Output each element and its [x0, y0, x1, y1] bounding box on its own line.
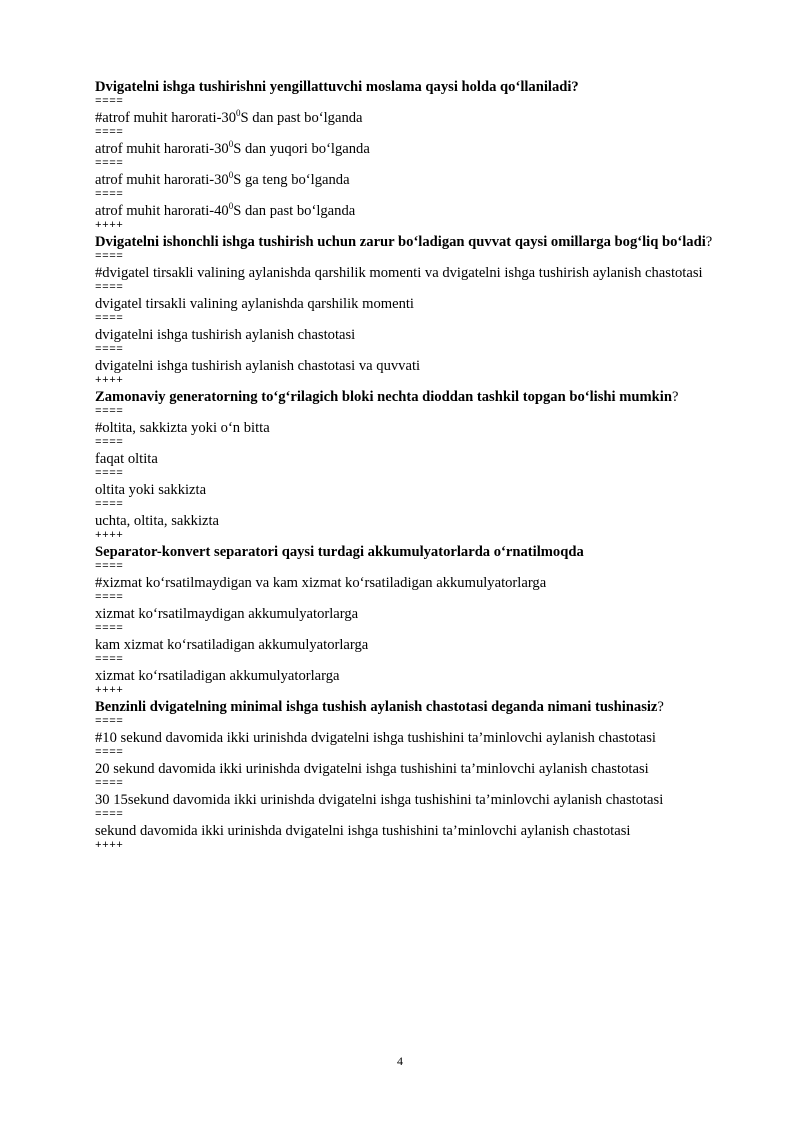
question-block — [95, 233, 742, 388]
option-separator: ==== — [95, 313, 124, 325]
answer-option: oltita yoki sakkizta — [95, 482, 207, 498]
option-separator: ==== — [95, 127, 124, 139]
option-separator: ==== — [95, 189, 124, 201]
option-separator: ==== — [95, 716, 124, 728]
option-separator: ==== — [95, 437, 124, 449]
question-separator: ++++ — [95, 840, 124, 852]
option-separator: ==== — [95, 499, 124, 511]
answer-option: #10 sekund davomida ikki urinishda dvigatelni ishga tushishini ta’minlovchi aylanish chastotasi — [95, 730, 656, 746]
answer-option: dvigatel tirsakli valining aylanishda qarshilik momenti — [95, 296, 414, 312]
answer-option: #oltita, sakkizta yoki o‘n bitta — [95, 420, 270, 436]
option-separator: ==== — [95, 96, 124, 108]
question-separator: ++++ — [95, 220, 124, 232]
option-separator: ==== — [95, 654, 124, 666]
question-block — [95, 388, 742, 543]
answer-option: atrof muhit harorati-$30^0S$ ga teng bo‘lganda — [95, 170, 350, 188]
question-text: Dvigatelni ishga tushirishni yengillattuvchi moslama qaysi holda qo‘llaniladi? — [95, 79, 579, 95]
question-text: Dvigatelni ishonchli ishga tushirish uchun zarur bo‘ladigan quvvat qaysi omillarga bog‘liq bo‘ladi? — [95, 234, 713, 250]
option-separator: ==== — [95, 406, 124, 418]
question-separator: ++++ — [95, 375, 124, 387]
option-separator: ==== — [95, 561, 124, 573]
question-text: Zamonaviy generatorning to‘g‘rilagich bloki nechta dioddan tashkil topgan bo‘lishi mumkin? — [95, 389, 679, 405]
option-separator: ==== — [95, 468, 124, 480]
answer-option: #xizmat ko‘rsatilmaydigan va kam xizmat ko‘rsatiladigan akkumulyatorlarga — [95, 575, 547, 591]
option-separator: ==== — [95, 809, 124, 821]
option-separator: ==== — [95, 592, 124, 604]
option-separator: ==== — [95, 623, 124, 635]
question-separator: ++++ — [95, 685, 124, 697]
option-separator: ==== — [95, 344, 124, 356]
answer-option: xizmat ko‘rsatilmaydigan akkumulyatorlarga — [95, 606, 359, 622]
option-separator: ==== — [95, 282, 124, 294]
option-separator: ==== — [95, 747, 124, 759]
answer-option: atrof muhit harorati-$40^0S$ dan past bo‘lganda — [95, 201, 356, 219]
question-block — [95, 698, 742, 853]
answer-option: xizmat ko‘rsatiladigan akkumulyatorlarga — [95, 668, 340, 684]
option-separator: ==== — [95, 251, 124, 263]
question-block — [95, 78, 742, 233]
answer-option: sekund davomida ikki urinishda dvigatelni ishga tushishini ta’minlovchi aylanish chastotasi — [95, 823, 631, 839]
answer-option: 20 sekund davomida ikki urinishda dvigatelni ishga tushishini ta’minlovchi aylanish chastotasi — [95, 761, 649, 777]
option-separator: ==== — [95, 158, 124, 170]
document-page — [95, 78, 742, 853]
page-number: 4 — [397, 1054, 403, 1068]
option-separator: ==== — [95, 778, 124, 790]
answer-option: #dvigatel tirsakli valining aylanishda qarshilik momenti va dvigatelni ishga tushirish aylanish chastotasi — [95, 265, 703, 281]
answer-option: #atrof muhit harorati-$30^0S$ dan past bo‘lganda — [95, 108, 363, 126]
answer-option: dvigatelni ishga tushirish aylanish chastotasi va quvvati — [95, 358, 421, 374]
answer-option: 30 15sekund davomida ikki urinishda dvigatelni ishga tushishini ta’minlovchi aylanish chastotasi — [95, 792, 664, 808]
question-text: Benzinli dvigatelning minimal ishga tushish aylanish chastotasi deganda nimani tushinasiz? — [95, 699, 664, 715]
question-block — [95, 543, 742, 698]
question-text: Separator-konvert separatori qaysi turdagi akkumulyatorlarda o‘rnatilmoqda — [95, 544, 584, 560]
answer-option: kam xizmat ko‘rsatiladigan akkumulyatorlarga — [95, 637, 369, 653]
answer-option: dvigatelni ishga tushirish aylanish chastotasi — [95, 327, 356, 343]
answer-option: atrof muhit harorati-$30^0S$ dan yuqori bo‘lganda — [95, 139, 370, 157]
question-separator: ++++ — [95, 530, 124, 542]
answer-option: uchta, oltita, sakkizta — [95, 513, 220, 529]
answer-option: faqat oltita — [95, 451, 158, 467]
